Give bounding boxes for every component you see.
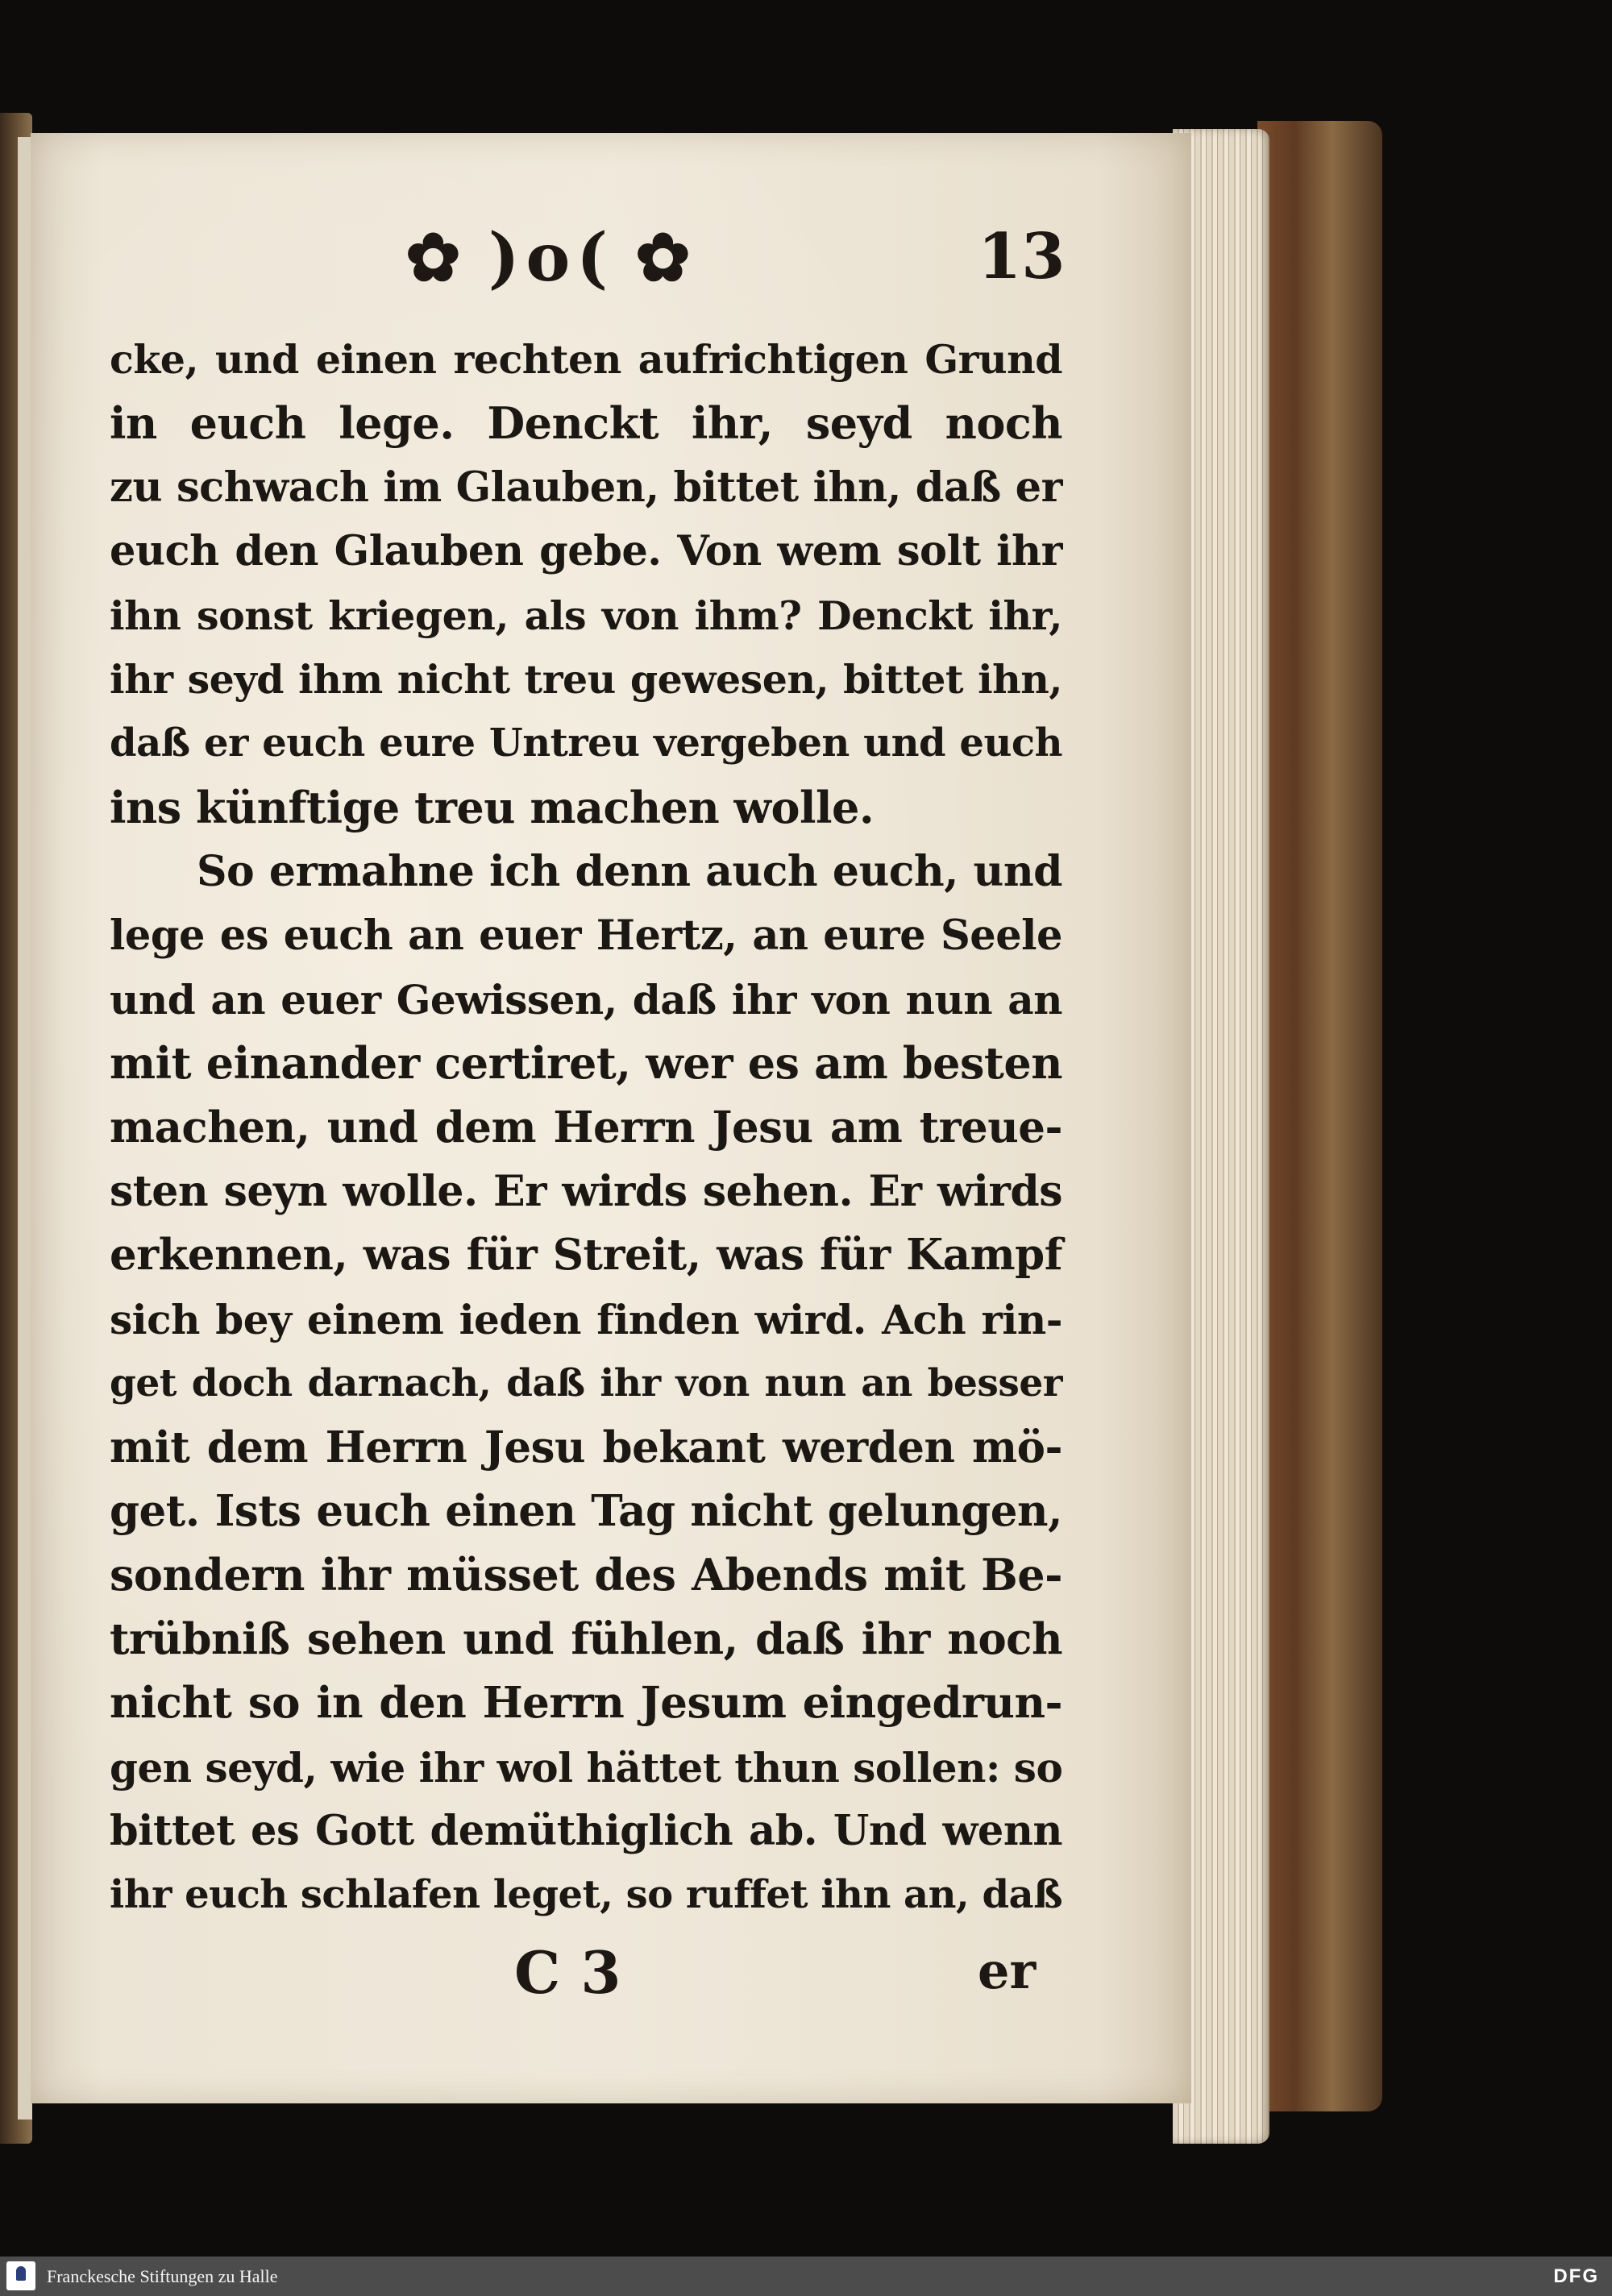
text-line: cke, und einen rechten aufrichtigen Grund [110,336,1062,383]
text-line: ins künftige treu machen wolle. [110,781,875,833]
header-ornament [405,214,697,302]
text-line: nicht so in den Herrn Jesum eingedrun- [110,1678,1062,1729]
text-line: daß er euch eure Untreu vergeben und euch [110,720,1062,766]
page-footer [31,1938,1191,2019]
signature-mark: C 3 [514,1938,621,2007]
text-line: gen seyd, wie ihr wol hättet thun sollen: so [110,1743,1063,1792]
flower-ornament-icon: ✿ [635,219,697,297]
body-text [110,328,1062,1928]
credit-bar [0,2257,1612,2296]
text-line: sten seyn wolle. Er wirds sehen. Er wirds [110,1167,1062,1217]
page-header [31,214,1191,302]
institution-name[interactable]: Franckesche Stiftungen zu Halle [47,2266,278,2286]
flower-ornament-icon: ✿ [405,219,467,297]
text-line: lege es euch an euer Hertz, an eure Seele [110,911,1062,960]
text-line: mit dem Herrn Jesu bekant werden mö- [110,1422,1062,1472]
text-line: zu schwach im Glauben, bittet ihn, daß er [110,463,1062,512]
text-line: bittet es Gott demüthiglich ab. Und wenn [110,1806,1062,1855]
text-line: get. Ists euch einen Tag nicht gelungen, [110,1486,1062,1537]
text-line: und an euer Gewissen, daß ihr von nun an [110,975,1062,1023]
text-line: So ermahne ich denn auch euch, und [197,847,1062,897]
text-line: erkennen, was für Streit, was für Kampf [110,1230,1062,1281]
text-line: mit einander certiret, wer es am besten [110,1037,1062,1090]
text-line: ihr euch schlafen leget, so ruffet ihn an, daß [110,1872,1063,1918]
text-line: trübniß sehen und fühlen, daß ihr noch [110,1613,1062,1664]
ornament-center: )o( [488,219,615,297]
text-line: ihn sonst kriegen, als von ihm? Denckt ihr, [110,592,1062,639]
book-page [31,133,1191,2103]
text-line: euch den Glauben gebe. Von wem solt ihr [110,527,1062,576]
catchword: er [978,1941,1037,2000]
text-line: ihr seyd ihm nicht treu gewesen, bittet ihn, [110,655,1062,703]
text-line: sich bey einem ieden finden wird. Ach rin- [110,1295,1062,1343]
text-line: sondern ihr müsset des Abends mit Be- [110,1549,1062,1601]
dfg-logo: DFG [1553,2265,1599,2287]
text-line: get doch darnach, daß ihr von nun an besser [110,1361,1062,1406]
text-line: in euch lege. Denckt ihr, seyd noch [110,397,1062,450]
page-number: 13 [978,220,1066,293]
right-cover-edge [1257,121,1382,2111]
text-line: machen, und dem Herrn Jesu am treue- [110,1102,1062,1152]
institution-logo-icon [6,2261,35,2290]
